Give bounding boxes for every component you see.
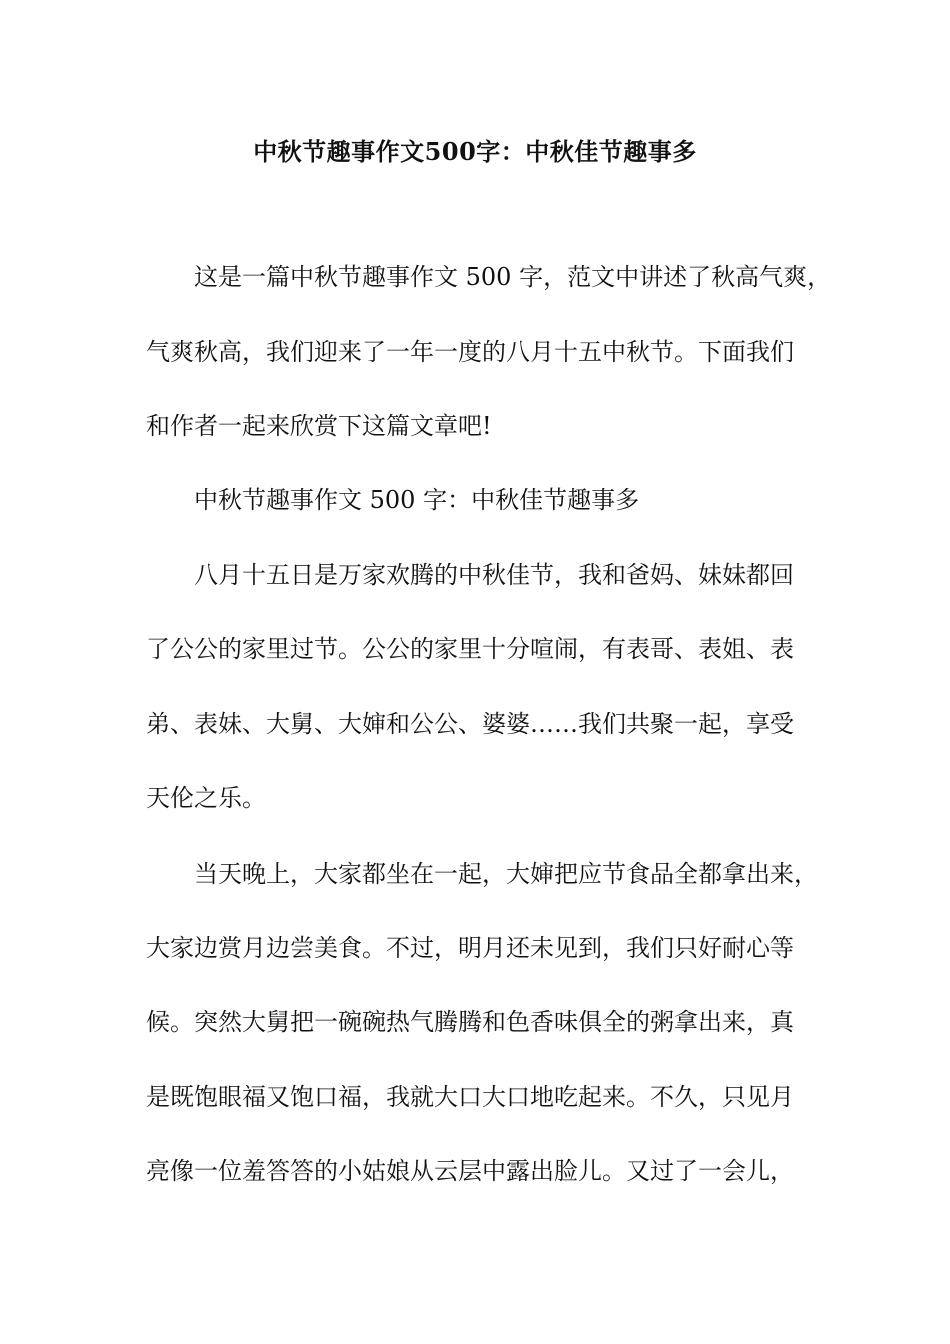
- paragraph-line: 气爽秋高，我们迎来了一年一度的八月十五中秋节。下面我们: [146, 338, 794, 366]
- paragraph-line: 天伦之乐。: [146, 784, 266, 812]
- paragraph-line: 八月十五日是万家欢腾的中秋佳节，我和爸妈、妹妹都回: [194, 561, 794, 589]
- paragraph-line: 了公公的家里过节。公公的家里十分喧闹，有表哥、表姐、表: [146, 635, 794, 663]
- paragraph-line: 大家边赏月边尝美食。不过，明月还未见到，我们只好耐心等: [146, 934, 794, 962]
- paragraph-line: 亮像一位羞答答的小姑娘从云层中露出脸儿。又过了一会儿，: [146, 1157, 794, 1185]
- paragraph-line: 弟、表妹、大舅、大婶和公公、婆婆……我们共聚一起，享受: [146, 710, 794, 738]
- paragraph-line: 这是一篇中秋节趣事作文 500 字，范文中讲述了秋高气爽，: [194, 263, 832, 291]
- paragraph-line: 是既饱眼福又饱口福，我就大口大口地吃起来。不久，只见月: [146, 1083, 794, 1111]
- paragraph-line: 候。突然大舅把一碗碗热气腾腾和色香味俱全的粥拿出来，真: [146, 1008, 794, 1036]
- paragraph-line: 当天晚上，大家都坐在一起，大婶把应节食品全都拿出来，: [194, 860, 818, 888]
- paragraph-line: 中秋节趣事作文 500 字：中秋佳节趣事多: [194, 486, 640, 514]
- document-title: 中秋节趣事作文500字：中秋佳节趣事多: [253, 137, 697, 166]
- paragraph-line: 和作者一起来欣赏下这篇文章吧!: [146, 412, 492, 440]
